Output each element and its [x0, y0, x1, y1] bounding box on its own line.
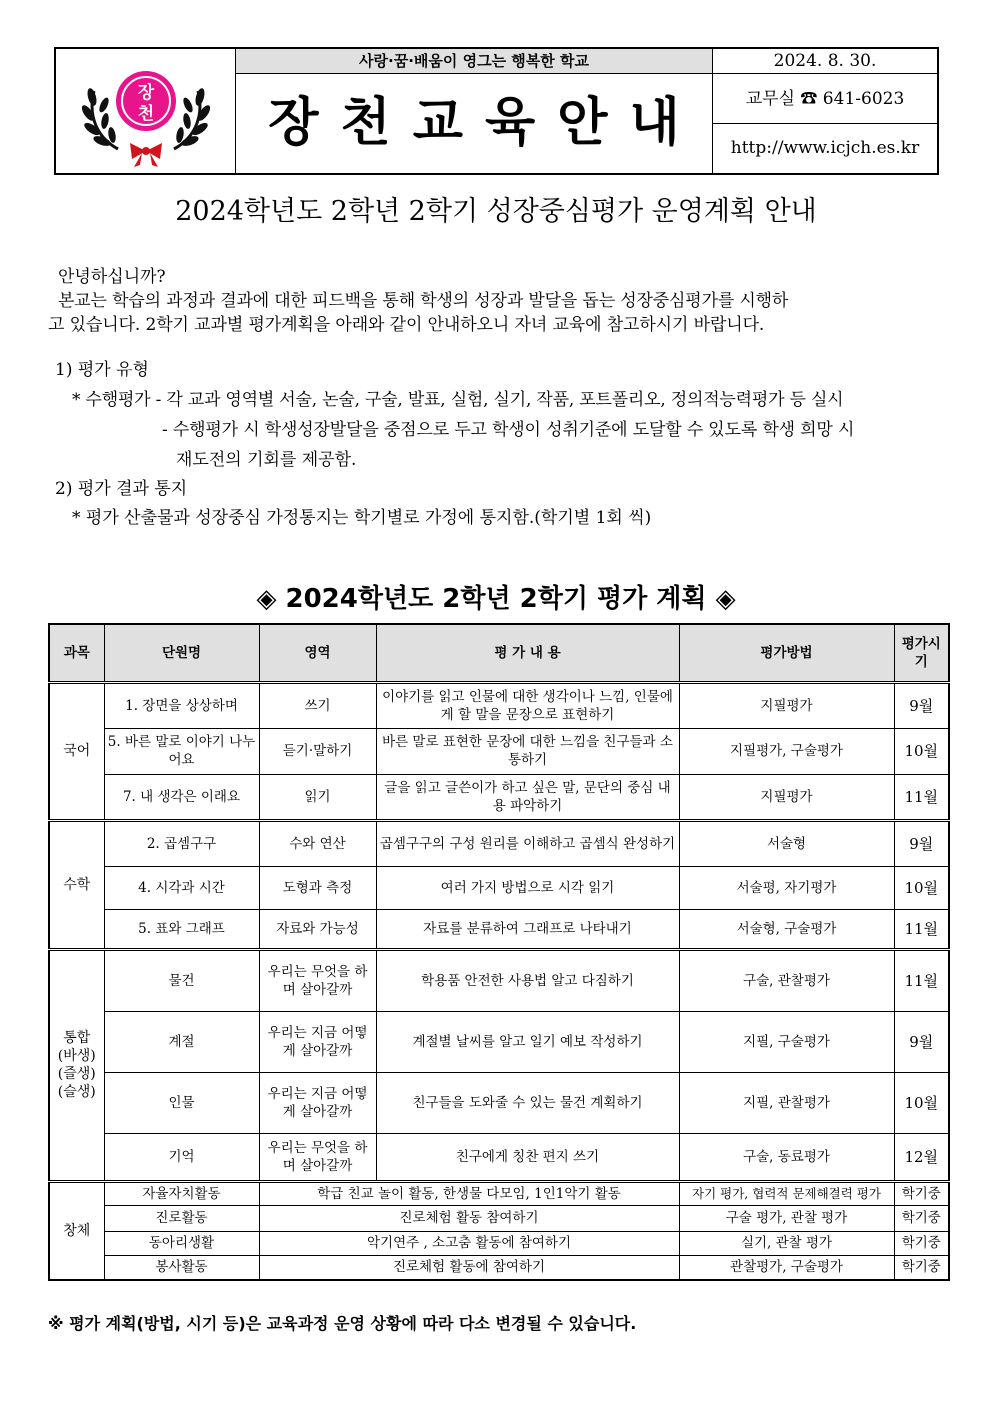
method-cell: 지필평가: [679, 774, 894, 820]
unit-cell: 동아리생활: [104, 1231, 259, 1255]
area-cell: 듣기·말하기: [259, 728, 376, 774]
subject-korean: 국어: [49, 682, 104, 820]
table-row: [49, 1181, 949, 1205]
month-cell: 11월: [894, 774, 949, 820]
ribbon-bow-icon: [130, 143, 162, 167]
month-cell: 학기중: [894, 1205, 949, 1231]
school-slogan: 사랑·꿈·배움이 영그는 행복한 학교: [236, 49, 713, 74]
month-cell: 10월: [894, 1072, 949, 1133]
content-cell: 진로체험 활동에 참여하기: [259, 1255, 679, 1280]
month-cell: 9월: [894, 1011, 949, 1072]
issue-date: 2024. 8. 30.: [713, 49, 937, 74]
area-cell: 쓰기: [259, 682, 376, 728]
method-cell: 실기, 관찰 평가: [679, 1231, 894, 1255]
table-row: [49, 774, 949, 820]
section-2-title: 2) 평가 결과 통지: [55, 479, 188, 499]
section-2-bullet-1: * 평가 산출물과 성장중심 가정통지는 학기별로 가정에 통지함.(학기별 1회 씩): [72, 508, 652, 528]
table-row: [49, 682, 949, 728]
unit-cell: 자율자치활동: [104, 1181, 259, 1205]
month-cell: 학기중: [894, 1231, 949, 1255]
content-cell: 이야기를 읽고 인물에 대한 생각이나 느낌, 인물에게 할 말을 문장으로 표현하기: [376, 682, 679, 728]
subject-integrated-sub1: (바생): [57, 1048, 96, 1064]
logo-char-1: 장: [137, 83, 155, 103]
subject-integrated: [49, 949, 104, 1181]
month-cell: 학기중: [894, 1255, 949, 1280]
header-timing: 평가시기: [894, 624, 949, 682]
greeting: 안녕하십니까?: [58, 267, 166, 287]
subject-integrated-label: 통합: [63, 1030, 91, 1046]
month-cell: 10월: [894, 866, 949, 909]
unit-cell: 4. 시각과 시간: [104, 866, 259, 909]
method-cell: 지필평가, 구술평가: [679, 728, 894, 774]
evaluation-plan-table: [48, 623, 950, 1281]
unit-cell: 봉사활동: [104, 1255, 259, 1280]
unit-cell: 기억: [104, 1133, 259, 1181]
table-row: [49, 1011, 949, 1072]
plan-title: ◈ 2024학년도 2학년 2학기 평가 계획 ◈: [256, 584, 736, 614]
month-cell: 9월: [894, 820, 949, 866]
unit-cell: 계절: [104, 1011, 259, 1072]
header-area: 영역: [259, 624, 376, 682]
header-method: 평가방법: [679, 624, 894, 682]
content-cell: 여러 가지 방법으로 시각 읽기: [376, 866, 679, 909]
method-cell: 서술평, 자기평가: [679, 866, 894, 909]
table-row: [49, 949, 949, 1011]
table-row: [49, 1231, 949, 1255]
unit-cell: 5. 바른 말로 이야기 나누어요: [104, 728, 259, 774]
header-unit: 단원명: [104, 624, 259, 682]
method-cell: 서술형: [679, 820, 894, 866]
table-row: [49, 728, 949, 774]
content-cell: 글을 읽고 글쓴이가 하고 싶은 말, 문단의 중심 내용 파악하기: [376, 774, 679, 820]
unit-cell: 5. 표와 그래프: [104, 909, 259, 949]
school-url[interactable]: http://www.icjch.es.kr: [730, 138, 920, 158]
table-row: [49, 1072, 949, 1133]
table-header-row: [49, 624, 949, 682]
logo-char-2: 천: [137, 104, 155, 124]
document-title: 2024학년도 2학년 2학기 성장중심평가 운영계획 안내: [175, 196, 817, 227]
section-1-bullet-2b: 재도전의 기회를 제공함.: [176, 450, 357, 470]
method-cell: 지필, 구술평가: [679, 1011, 894, 1072]
month-cell: 12월: [894, 1133, 949, 1181]
area-cell: 읽기: [259, 774, 376, 820]
method-cell: 구술, 관찰평가: [679, 949, 894, 1011]
table-row: [49, 1133, 949, 1181]
method-cell: 구술 평가, 관찰 평가: [679, 1205, 894, 1231]
content-cell: 진로체험 활동 참여하기: [259, 1205, 679, 1231]
table-row: [49, 909, 949, 949]
subject-integrated-sub2: (즐생): [57, 1066, 96, 1082]
month-cell: 학기중: [894, 1181, 949, 1205]
unit-cell: 2. 곱셈구구: [104, 820, 259, 866]
method-cell: 지필평가: [679, 682, 894, 728]
content-cell: 곱셈구구의 구성 원리를 이해하고 곱셈식 완성하기: [376, 820, 679, 866]
method-cell: 구술, 동료평가: [679, 1133, 894, 1181]
month-cell: 11월: [894, 949, 949, 1011]
month-cell: 9월: [894, 682, 949, 728]
intro-line-1: 본교는 학습의 과정과 결과에 대한 피드백을 통해 학생의 성장과 발달을 돕는 성장중심평가를 시행하: [58, 291, 789, 311]
table-row: [49, 866, 949, 909]
area-cell: 우리는 지금 어떻게 살아갈까: [259, 1011, 376, 1072]
unit-cell: 7. 내 생각은 이래요: [104, 774, 259, 820]
intro-line-2: 고 있습니다. 2학기 교과별 평가계획을 아래와 같이 안내하오니 자녀 교육에 참고하시기 바랍니다.: [48, 315, 765, 335]
content-cell: 친구들을 도와줄 수 있는 물건 계획하기: [376, 1072, 679, 1133]
subject-creative: 창체: [49, 1181, 104, 1280]
table-row: [49, 820, 949, 866]
method-cell: 자기 평가, 협력적 문제해결력 평가: [679, 1181, 894, 1205]
school-logo-emblem: [78, 53, 214, 169]
unit-cell: 물건: [104, 949, 259, 1011]
method-cell: 서술형, 구술평가: [679, 909, 894, 949]
area-cell: 우리는 무엇을 하며 살아갈까: [259, 1133, 376, 1181]
area-cell: 도형과 측정: [259, 866, 376, 909]
section-1-bullet-1: * 수행평가 - 각 교과 영역별 서술, 논술, 구술, 발표, 실험, 실기, 작품, 포트폴리오, 정의적능력평가 등 실시: [72, 390, 844, 410]
logo-cell: [56, 49, 236, 173]
content-cell: 학용품 안전한 사용법 알고 다짐하기: [376, 949, 679, 1011]
method-cell: 지필, 관찰평가: [679, 1072, 894, 1133]
table-row: [49, 1255, 949, 1280]
school-header: [54, 47, 939, 175]
section-1-bullet-2a: - 수행평가 시 학생성장발달을 중점으로 두고 학생이 성취기준에 도달할 수 있도록 학생 희망 시: [162, 420, 855, 440]
table-row: [49, 1205, 949, 1231]
header-subject: 과목: [49, 624, 104, 682]
content-cell: 계절별 날씨를 알고 일기 예보 작성하기: [376, 1011, 679, 1072]
footnote: ※ 평가 계획(방법, 시기 등)은 교육과정 운영 상황에 따라 다소 변경될 수 있습니다.: [48, 1314, 637, 1333]
subject-integrated-sub3: (슬생): [57, 1084, 96, 1100]
subject-math: 수학: [49, 820, 104, 949]
content-cell: 자료를 분류하여 그래프로 나타내기: [376, 909, 679, 949]
method-cell: 관찰평가, 구술평가: [679, 1255, 894, 1280]
month-cell: 11월: [894, 909, 949, 949]
area-cell: 우리는 무엇을 하며 살아갈까: [259, 949, 376, 1011]
unit-cell: 진로활동: [104, 1205, 259, 1231]
unit-cell: 1. 장면을 상상하며: [104, 682, 259, 728]
area-cell: 우리는 지금 어떻게 살아갈까: [259, 1072, 376, 1133]
office-phone: 교무실 ☎ 641-6023: [713, 74, 937, 124]
header-content: 평 가 내 용: [376, 624, 679, 682]
unit-cell: 인물: [104, 1072, 259, 1133]
newsletter-title: 장천교육안내: [236, 74, 713, 173]
content-cell: 바른 말로 표현한 문장에 대한 느낌을 친구들과 소통하기: [376, 728, 679, 774]
area-cell: 자료와 가능성: [259, 909, 376, 949]
content-cell: 학급 친교 놀이 활동, 한생물 다모임, 1인1악기 활동: [259, 1181, 679, 1205]
section-1-title: 1) 평가 유형: [55, 360, 149, 380]
content-cell: 친구에게 칭찬 편지 쓰기: [376, 1133, 679, 1181]
area-cell: 수와 연산: [259, 820, 376, 866]
content-cell: 악기연주 , 소고춤 활동에 참여하기: [259, 1231, 679, 1255]
month-cell: 10월: [894, 728, 949, 774]
